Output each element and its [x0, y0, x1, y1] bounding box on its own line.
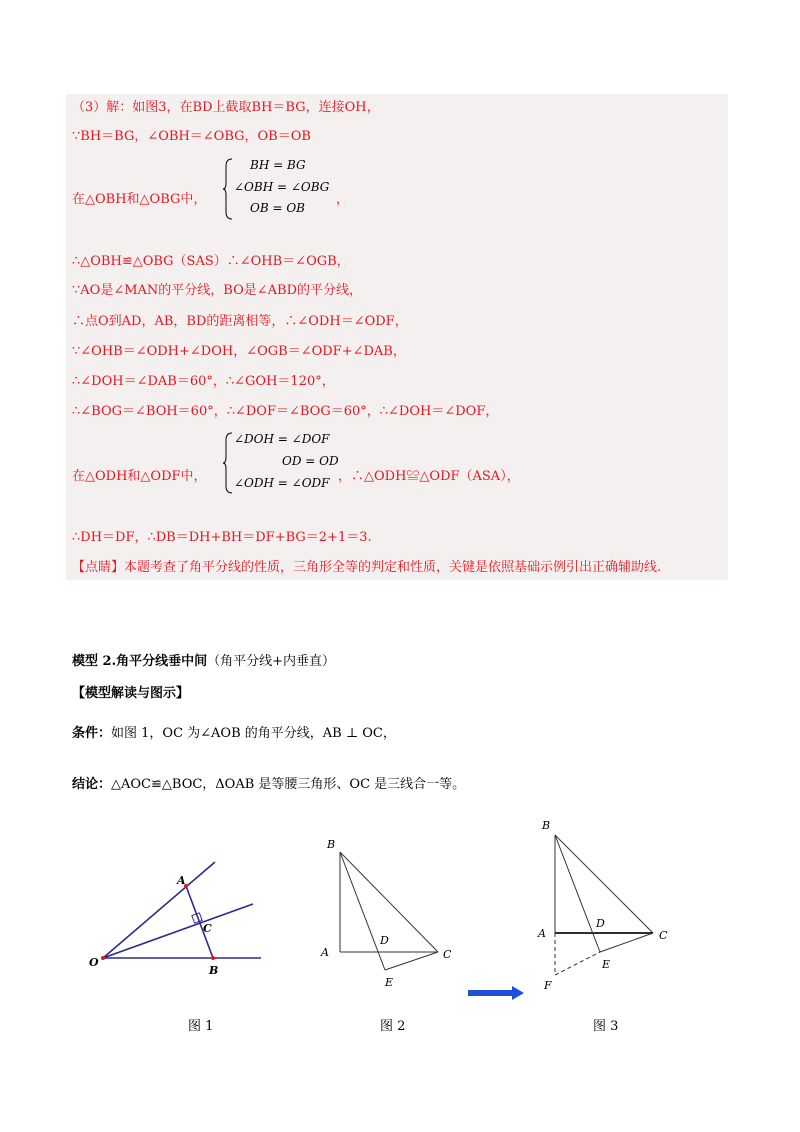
solution-line-3: 在△OBH和△OBG中，	[72, 192, 207, 207]
key-point-line: 【点睛】本题考查了角平分线的性质，三角形全等的判定和性质，关键是依照基础示例引出正确辅助线.	[72, 560, 662, 575]
fig1-ray-oa	[103, 862, 215, 958]
system2-row-2: OD = OD	[282, 454, 339, 468]
fig2-label-a: A	[321, 946, 329, 959]
model-title: 模型 2.角平分线垂中间	[72, 654, 208, 669]
conclusion-row	[72, 773, 465, 792]
model-title-row	[72, 650, 335, 669]
fig3-label-c: C	[659, 929, 668, 942]
solution-line-2: ∵BH＝BG，∠OBH＝∠OBG，OB＝OB	[72, 129, 311, 144]
fig3-segment-ce	[600, 933, 653, 952]
fig2-segment-ce	[385, 952, 438, 970]
solution-panel	[66, 94, 728, 580]
system1-row-3: OB = OB	[250, 201, 305, 215]
solution-line-5: ∵AO是∠MAN的平分线，BO是∠ABD的平分线，	[72, 283, 362, 298]
fig1-label-o: O	[89, 956, 99, 969]
brace-1	[222, 158, 234, 220]
equation-system-1	[234, 158, 334, 220]
arrow-icon	[468, 986, 524, 1000]
condition-text: 如图 1，OC 为∠AOB 的角平分线，AB ⊥ OC，	[111, 726, 396, 741]
system2-row-3: ∠ODH = ∠ODF	[234, 476, 330, 490]
fig3-label-d: D	[596, 917, 605, 930]
figure-3	[530, 815, 680, 995]
fig2-label-b: B	[327, 838, 336, 851]
fig2-label-c: C	[443, 948, 452, 961]
conclusion-text: △AOC≌△BOC，ΔOAB 是等腰三角形、OC 是三线合一等。	[111, 777, 466, 792]
system1-row-1: BH = BG	[250, 158, 306, 172]
conclusion-label: 结论：	[72, 777, 112, 792]
fig2-segment-bc	[340, 852, 438, 952]
fig3-segment-be	[555, 835, 600, 952]
system1-row-2: ∠OBH = ∠OBG	[234, 180, 330, 194]
system1-tail: ，	[336, 192, 350, 207]
equation-system-2	[234, 432, 344, 494]
fig1-label-a: A	[177, 874, 186, 887]
condition-label: 条件：	[72, 726, 112, 741]
fig1-point-b	[211, 956, 215, 960]
solution-line-11: ∴DH＝DF，∴DB＝DH+BH＝DF+BG＝2+1＝3.	[72, 530, 372, 545]
solution-line-6: ∴点O到AD，AB，BD的距离相等，∴∠ODH＝∠ODF，	[72, 314, 408, 329]
fig2-caption: 图 2	[380, 1019, 406, 1034]
fig3-label-a: A	[538, 927, 546, 940]
fig3-label-e: E	[602, 958, 611, 971]
system2-tail: ，∴△ODH≌△ODF（ASA），	[338, 469, 520, 484]
condition-row	[72, 722, 396, 741]
solution-line-4: ∴△OBH≌△OBG（SAS）∴∠OHB＝∠OGB，	[72, 254, 350, 269]
fig3-dashed-fe	[555, 952, 600, 975]
brace-2	[222, 432, 234, 494]
solution-line-10: 在△ODH和△ODF中，	[72, 469, 207, 484]
fig1-label-b: B	[209, 964, 219, 977]
solution-line-1: （3）解：如图3，在BD上截取BH＝BG，连接OH，	[72, 100, 380, 115]
solution-line-7: ∵∠OHB＝∠ODH+∠DOH，∠OGB＝∠ODF+∠DAB，	[72, 344, 406, 359]
fig1-bisector-oc	[103, 904, 253, 958]
fig1-label-c: C	[203, 922, 212, 935]
fig2-label-d: D	[380, 934, 389, 947]
figure-2	[315, 832, 465, 994]
fig1-point-o	[101, 956, 105, 960]
solution-line-9: ∴∠BOG＝∠BOH＝60°，∴∠DOF＝∠BOG＝60°，∴∠DOH＝∠DOF，	[72, 404, 499, 419]
system2-row-1: ∠DOH = ∠DOF	[234, 432, 330, 446]
fig3-label-b: B	[542, 819, 551, 832]
fig1-caption: 图 1	[188, 1019, 214, 1034]
fig3-caption: 图 3	[593, 1019, 619, 1034]
fig3-label-f: F	[544, 979, 552, 992]
model-subtitle: 【模型解读与图示】	[72, 686, 190, 701]
figure-1	[85, 850, 265, 980]
solution-line-8: ∴∠DOH＝∠DAB＝60°，∴∠GOH＝120°，	[72, 374, 335, 389]
model-title-note: （角平分线+内垂直）	[207, 654, 336, 669]
fig2-label-e: E	[385, 976, 394, 989]
